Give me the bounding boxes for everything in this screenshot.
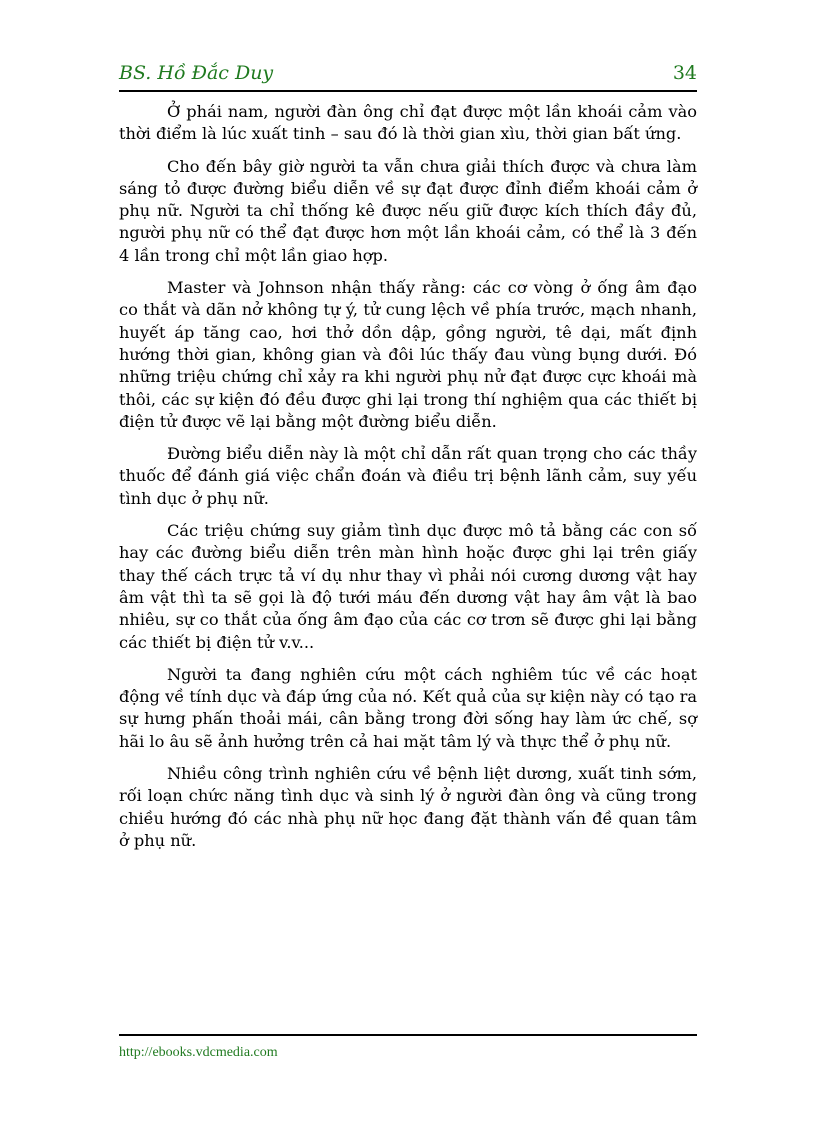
paragraph: Nhiều công trình nghiên cứu về bệnh liệt dương, xuất tinh sớm, rối loạn chức năng tình dục và sinh lý ở người đàn ông và cũng trong chiều hướng đó các nhà phụ nữ học đang đặt thành vấn đề quan tâm ở phụ nữ. (119, 764, 697, 850)
header-page-number: 34 (672, 62, 697, 84)
paragraph: Ở phái nam, người đàn ông chỉ đạt được một lần khoái cảm vào thời điểm là lúc xuất tinh – sau đó là thời gian xìu, thời gian bất ứng. (119, 102, 697, 144)
paragraph: Đường biểu diễn này là một chỉ dẫn rất quan trọng cho các thầy thuốc để đánh giá việc chẩn đoán và điều trị bệnh lãnh cảm, suy yếu tình dục ở phụ nữ. (119, 444, 697, 508)
footer-divider (119, 1034, 697, 1036)
header-author: BS. Hồ Đắc Duy (119, 62, 274, 84)
paragraph: Người ta đang nghiên cứu một cách nghiêm túc về các hoạt động về tính dục và đáp ứng của nó. Kết quả của sự kiện này có tạo ra sự hưng phấn thoải mái, cân bằng trong đời sống hay làm ức chế, sợ hãi lo âu sẽ ảnh hưởng trên cả hai mặt tâm lý và thực thể ở phụ nữ. (119, 664, 697, 751)
paragraph: Cho đến bây giờ người ta vẫn chưa giải thích được và chưa làm sáng tỏ được đường biểu diễn về sự đạt được đỉnh điểm khoái cảm ở phụ nữ. Người ta chỉ thống kê được nếu giữ được kích thích đầy đủ, người phụ nữ có thể đạt được hơn một lần khoái cảm, có thể là 3 đến 4 lần trong chỉ một lần giao hợp. (119, 156, 697, 265)
paragraph: Master và Johnson nhận thấy rằng: các cơ vòng ở ống âm đạo co thắt và dãn nở không tự ý, tử cung lệch về phía trước, mạch nhanh, huyết áp tăng cao, hơi thở dồn dập, gồng người, tê dại, mất định hướng thời gian, không gian và đôi lúc thấy đau vùng bụng dưới. Đó những triệu chứng chỉ xảy ra khi người phụ nử đạt được cực khoái mà thôi, các sự kiện đó đều được ghi lại trong thí nghiệm qua các thiết bị điện tử được vẽ lại bằng một đường biểu diễn. (119, 278, 697, 431)
page-header (119, 60, 697, 92)
paragraph: Các triệu chứng suy giảm tình dục được mô tả bằng các con số hay các đường biểu diễn trên màn hình hoặc được ghi lại trên giấy thay thế cách trực tả ví dụ như thay vì phải nói cương dương vật hay âm vật thì ta sẽ gọi là độ tưới máu đến dương vật hay âm vật là bao nhiêu, sự co thắt của ống âm đạo của các cơ trơn sẽ được ghi lại bằng các thiết bị điện tử v.v... (119, 521, 697, 652)
footer-link[interactable]: http://ebooks.vdcmedia.com (119, 1045, 278, 1060)
body-text (119, 101, 697, 862)
